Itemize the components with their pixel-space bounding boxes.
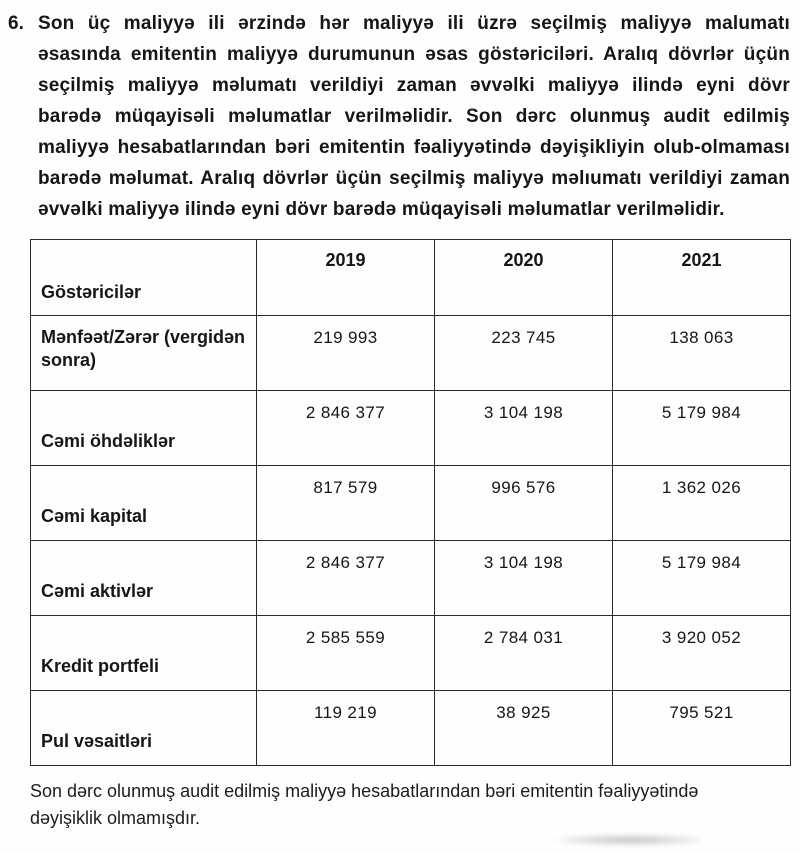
row-value: 138 063 <box>613 316 791 391</box>
row-value: 3 104 198 <box>435 541 613 616</box>
table-row <box>31 316 791 391</box>
table-header-row <box>31 240 791 316</box>
table-row <box>31 466 791 541</box>
row-label: Cəmi kapital <box>31 466 257 541</box>
table-header-year-2019: 2019 <box>257 240 435 316</box>
table-header-year-2021: 2021 <box>613 240 791 316</box>
row-value: 2 846 377 <box>257 541 435 616</box>
row-value: 996 576 <box>435 466 613 541</box>
scan-smudge-artifact <box>555 834 705 846</box>
row-value: 119 219 <box>257 691 435 766</box>
financial-table <box>30 239 791 766</box>
row-value: 5 179 984 <box>613 391 791 466</box>
row-value: 2 585 559 <box>257 616 435 691</box>
table-header-label: Göstəricilər <box>31 240 257 316</box>
paragraph-item-6 <box>8 8 792 225</box>
row-value: 223 745 <box>435 316 613 391</box>
row-label: Mənfəət/Zərər (vergidən sonra) <box>31 316 257 391</box>
row-value: 219 993 <box>257 316 435 391</box>
paragraph-number: 6. <box>8 13 24 34</box>
footer-text: Son dərc olunmuş audit edilmiş maliyyə hesabatlarından bəri emitentin fəaliyyətində dəyişiklik olmamışdır. <box>30 781 699 828</box>
row-label: Cəmi aktivlər <box>31 541 257 616</box>
table-row <box>31 391 791 466</box>
row-value: 795 521 <box>613 691 791 766</box>
row-label: Kredit portfeli <box>31 616 257 691</box>
row-value: 817 579 <box>257 466 435 541</box>
row-value: 38 925 <box>435 691 613 766</box>
row-value: 2 846 377 <box>257 391 435 466</box>
table-row <box>31 541 791 616</box>
row-label: Cəmi öhdəliklər <box>31 391 257 466</box>
row-value: 3 920 052 <box>613 616 791 691</box>
row-value: 1 362 026 <box>613 466 791 541</box>
table-header-year-2020: 2020 <box>435 240 613 316</box>
row-value: 5 179 984 <box>613 541 791 616</box>
row-label: Pul vəsaitləri <box>31 691 257 766</box>
table-row <box>31 691 791 766</box>
row-value: 3 104 198 <box>435 391 613 466</box>
table-row <box>31 616 791 691</box>
paragraph-text: Son üç maliyyə ili ərzində hər maliyyə ili üzrə seçilmiş maliyyə malumatı əsasında emitentin maliyyə durumunun əsas göstəriciləri. Aralıq dövrlər üçün seçilmiş maliyyə məlumatı verildiyi zaman əvvəlki maliyyə ilində eyni dövr barədə müqayisəli məlumatlar verilməlidir. Son dərc olunmuş audit edilmiş maliyyə hesabatlarından bəri emitentin fəaliyyətində dəyişikliyin olub-olmaması barədə məlumat. Aralıq dövrlər üçün seçilmiş maliyyə məlıumatı verildiyi zaman əvvəlki maliyyə ilində eyni dövr barədə müqayisəli məlumatlar verilməlidir. <box>38 13 790 220</box>
row-value: 2 784 031 <box>435 616 613 691</box>
